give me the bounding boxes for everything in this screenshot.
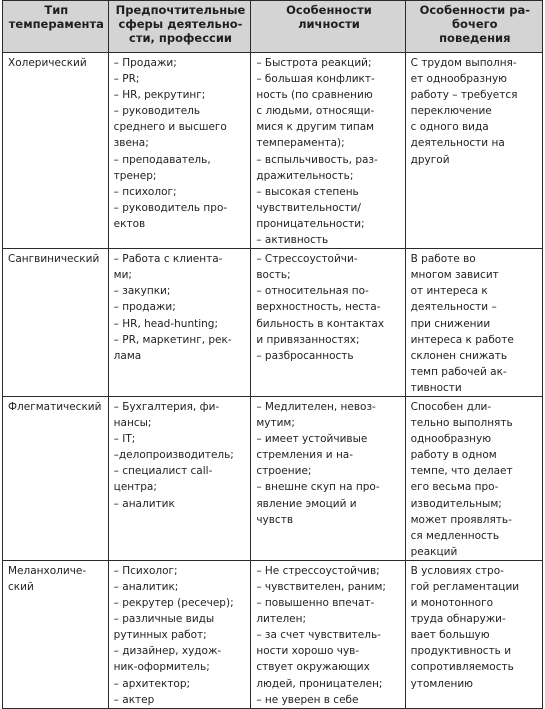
- cell-traits: – Стрессоустойчи- вость; – относительная по- верхностность, неста- бильность в контактах и привязанностях; – разбросанность: [251, 249, 405, 397]
- header-row: [3, 1, 543, 53]
- cell-type: Холерический: [3, 53, 109, 249]
- cell-spheres: – Продажи; – PR; – HR, рекрутинг; – руководитель среднего и высшего звена; – преподаватель, тренер; – психолог; – руководитель про- ектов: [108, 53, 251, 249]
- cell-type: Меланхоличе- ский: [3, 560, 109, 708]
- table-body: [3, 53, 543, 709]
- header-work-behavior: Особенности ра- бочего поведения: [405, 1, 542, 53]
- table-row: [3, 249, 543, 397]
- table-row: [3, 53, 543, 249]
- table-header: [3, 1, 543, 53]
- cell-behavior: В работе во многом зависит от интереса к деятельности – при снижении интереса к работе склонен снижать темп рабочей ак- тивности: [405, 249, 542, 397]
- cell-spheres: – Работа с клиента- ми; – закупки; – продажи; – HR, head-hunting; – PR, маркетинг, рек- лама: [108, 249, 251, 397]
- header-temperament-type: Тип темперамента: [3, 1, 109, 53]
- table-row: [3, 396, 543, 560]
- cell-traits: – Не стрессоустойчив; – чувствителен, раним; – повышенно впечат- лителен; – за счет чувствитель- ности хорошо чув- ствует окружающих людей, проницателен; – не уверен в себе: [251, 560, 405, 708]
- header-preferred-spheres: Предпочтительные сферы деятельно- сти, профессии: [108, 1, 251, 53]
- header-personality-traits: Особенности личности: [251, 1, 405, 53]
- table-row: [3, 560, 543, 708]
- cell-traits: – Быстрота реакций; – большая конфликт- ность (по сравнению с людьми, относящи- мися к другим типам темперамента); – вспыльчивость, раз- дражительность; – высокая степень чувствительности/ проницательности; – активность: [251, 53, 405, 249]
- cell-behavior: Способен дли- тельно выполнять однообразную работу в одном темпе, что делает его весьма про- изводительным; может проявлять- ся медленность реакций: [405, 396, 542, 560]
- cell-behavior: В условиях стро- гой регламентации и монотонного труда обнаружи- вает большую продуктивность и сопротивляемость утомлению: [405, 560, 542, 708]
- cell-behavior: С трудом выполня- ет однообразную работу – требуется переключение с одного вида деятельности на другой: [405, 53, 542, 249]
- cell-spheres: – Психолог; – аналитик; – рекрутер (ресечер); – различные виды рутинных работ; – дизайнер, худож- ник-оформитель; – архитектор; – актер: [108, 560, 251, 708]
- cell-spheres: – Бухгалтерия, фи- нансы; – IT; –делопроизводитель; – специалист call- центра; – аналитик: [108, 396, 251, 560]
- cell-traits: – Медлителен, невоз- мутим; – имеет устойчивые стремления и на- строение; – внешне скуп на про- явление эмоций и чувств: [251, 396, 405, 560]
- temperament-table: [2, 0, 543, 709]
- cell-type: Флегматический: [3, 396, 109, 560]
- cell-type: Сангвинический: [3, 249, 109, 397]
